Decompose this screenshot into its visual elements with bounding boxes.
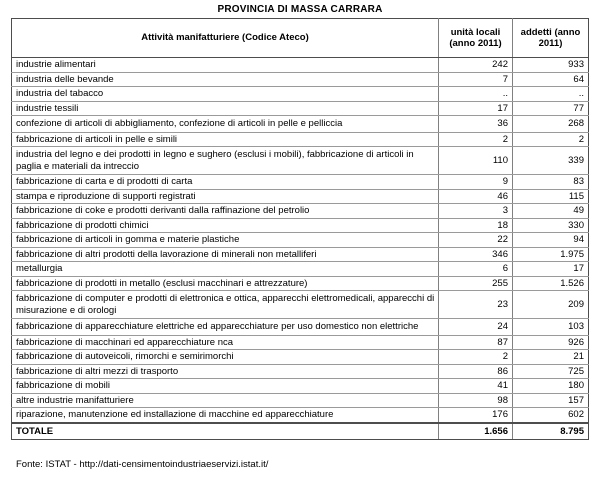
cell-activity: metallurgia <box>12 262 439 277</box>
page-title: PROVINCIA DI MASSA CARRARA <box>217 4 383 15</box>
table-row <box>12 132 589 147</box>
table-row <box>12 364 589 379</box>
cell-employees: 94 <box>513 233 589 248</box>
cell-activity: industria del legno e dei prodotti in legno e sughero (esclusi i mobili), fabbricazione di articoli in paglia e materiali da intreccio <box>12 147 439 175</box>
cell-total-units: 1.656 <box>439 423 513 440</box>
cell-activity: confezione di articoli di abbigliamento, confezione di articoli in pelle e pelliccia <box>12 116 439 133</box>
column-header-units: unità locali (anno 2011) <box>439 19 513 58</box>
table-row <box>12 262 589 277</box>
cell-units: 255 <box>439 276 513 291</box>
table-row <box>12 335 589 350</box>
table-row <box>12 72 589 87</box>
cell-employees: 180 <box>513 379 589 394</box>
source-note: Fonte: ISTAT - http://dati-censimentoindustriaeservizi.istat.it/ <box>16 459 269 470</box>
cell-employees: 21 <box>513 350 589 365</box>
table-row <box>12 116 589 133</box>
cell-employees: 49 <box>513 204 589 219</box>
cell-units: 176 <box>439 408 513 423</box>
cell-units: 110 <box>439 147 513 175</box>
cell-employees: 268 <box>513 116 589 133</box>
table-row <box>12 87 589 102</box>
cell-activity: fabbricazione di mobili <box>12 379 439 394</box>
column-header-employees: addetti (anno 2011) <box>513 19 589 58</box>
cell-employees: 115 <box>513 189 589 204</box>
cell-activity: industria delle bevande <box>12 72 439 87</box>
cell-activity: altre industrie manifatturiere <box>12 393 439 408</box>
cell-units: 7 <box>439 72 513 87</box>
cell-units: 9 <box>439 175 513 190</box>
cell-employees: 103 <box>513 319 589 336</box>
cell-employees: 83 <box>513 175 589 190</box>
cell-employees: 1.975 <box>513 247 589 262</box>
cell-units: 98 <box>439 393 513 408</box>
table-row <box>12 218 589 233</box>
cell-activity: fabbricazione di articoli in pelle e simili <box>12 132 439 147</box>
cell-employees: 725 <box>513 364 589 379</box>
manufacturing-activities-table <box>11 18 589 440</box>
table-row <box>12 204 589 219</box>
cell-employees: 602 <box>513 408 589 423</box>
column-header-activity: Attività manifatturiere (Codice Ateco) <box>12 19 439 58</box>
table-row <box>12 58 589 73</box>
cell-activity: stampa e riproduzione di supporti registrati <box>12 189 439 204</box>
cell-units: 87 <box>439 335 513 350</box>
cell-units: 2 <box>439 132 513 147</box>
table-row <box>12 233 589 248</box>
table-header <box>12 19 589 58</box>
cell-employees: 17 <box>513 262 589 277</box>
cell-units: 18 <box>439 218 513 233</box>
cell-units: 41 <box>439 379 513 394</box>
table-header-row <box>12 19 589 58</box>
cell-units: 23 <box>439 291 513 319</box>
table-row <box>12 247 589 262</box>
cell-employees: 933 <box>513 58 589 73</box>
cell-activity: industrie alimentari <box>12 58 439 73</box>
table-total-row <box>12 423 589 440</box>
table-row <box>12 291 589 319</box>
cell-activity: fabbricazione di altri prodotti della lavorazione di minerali non metalliferi <box>12 247 439 262</box>
cell-activity: industria del tabacco <box>12 87 439 102</box>
cell-units: 17 <box>439 101 513 116</box>
cell-units: .. <box>439 87 513 102</box>
cell-employees: 209 <box>513 291 589 319</box>
table-row <box>12 379 589 394</box>
cell-employees: 64 <box>513 72 589 87</box>
cell-employees: 77 <box>513 101 589 116</box>
cell-activity: riparazione, manutenzione ed installazione di macchine ed apparecchiature <box>12 408 439 423</box>
cell-employees: .. <box>513 87 589 102</box>
cell-employees: 330 <box>513 218 589 233</box>
cell-employees: 157 <box>513 393 589 408</box>
cell-units: 2 <box>439 350 513 365</box>
table-row <box>12 350 589 365</box>
cell-employees: 2 <box>513 132 589 147</box>
table-row <box>12 319 589 336</box>
cell-activity: fabbricazione di carta e di prodotti di carta <box>12 175 439 190</box>
cell-activity: fabbricazione di altri mezzi di trasporto <box>12 364 439 379</box>
cell-employees: 926 <box>513 335 589 350</box>
cell-activity: fabbricazione di autoveicoli, rimorchi e semirimorchi <box>12 350 439 365</box>
table-row <box>12 189 589 204</box>
cell-units: 346 <box>439 247 513 262</box>
table-row <box>12 276 589 291</box>
table-row <box>12 408 589 423</box>
cell-units: 22 <box>439 233 513 248</box>
statistics-table-container <box>11 18 588 440</box>
cell-units: 24 <box>439 319 513 336</box>
table-body <box>12 58 589 440</box>
table-row <box>12 101 589 116</box>
cell-total-employees: 8.795 <box>513 423 589 440</box>
cell-activity: fabbricazione di articoli in gomma e materie plastiche <box>12 233 439 248</box>
cell-activity: fabbricazione di macchinari ed apparecchiature nca <box>12 335 439 350</box>
cell-activity: fabbricazione di prodotti chimici <box>12 218 439 233</box>
cell-activity: fabbricazione di coke e prodotti derivanti dalla raffinazione del petrolio <box>12 204 439 219</box>
cell-employees: 339 <box>513 147 589 175</box>
table-row <box>12 175 589 190</box>
cell-total-label: TOTALE <box>12 423 439 440</box>
cell-units: 86 <box>439 364 513 379</box>
cell-units: 46 <box>439 189 513 204</box>
table-row <box>12 147 589 175</box>
cell-units: 242 <box>439 58 513 73</box>
cell-units: 3 <box>439 204 513 219</box>
cell-employees: 1.526 <box>513 276 589 291</box>
cell-activity: fabbricazione di prodotti in metallo (esclusi macchinari e attrezzature) <box>12 276 439 291</box>
cell-units: 6 <box>439 262 513 277</box>
cell-activity: fabbricazione di computer e prodotti di elettronica e ottica, apparecchi elettromedicali, apparecchi di misurazione e di orologi <box>12 291 439 319</box>
table-row <box>12 393 589 408</box>
cell-activity: industrie tessili <box>12 101 439 116</box>
cell-units: 36 <box>439 116 513 133</box>
cell-activity: fabbricazione di apparecchiature elettriche ed apparecchiature per uso domestico non elettriche <box>12 319 439 336</box>
